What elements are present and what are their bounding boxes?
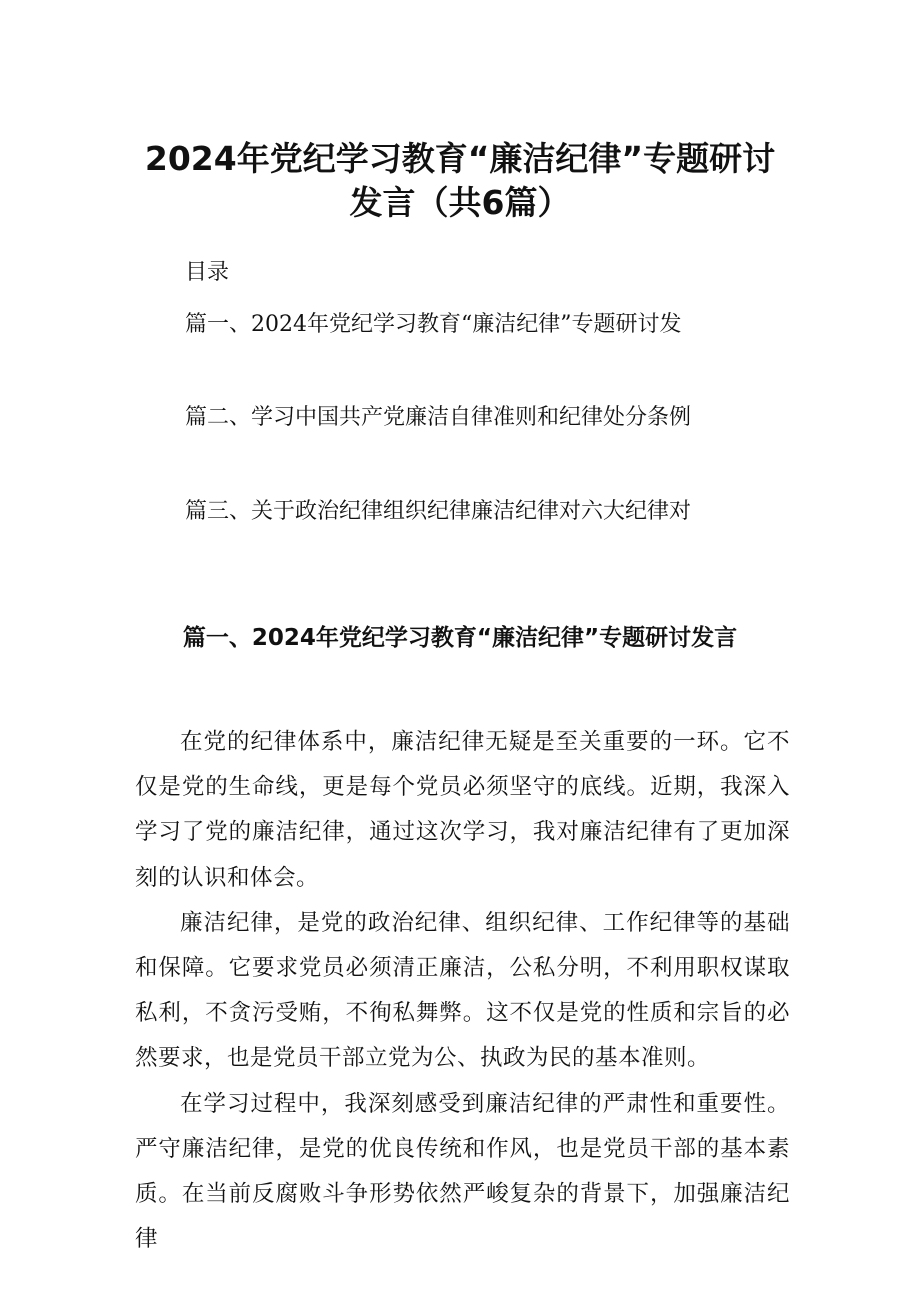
paragraph-2: 廉洁纪律，是党的政治纪律、组织纪律、工作纪律等的基础和保障。它要求党员必须清正廉洁，公私分明，不利用职权谋取私利，不贪污受贿，不徇私舞弊。这不仅是党的性质和宗旨的必然要求，也是党员干部立党为公、执政为民的基本准则。: [135, 909, 790, 1072]
document-title-line-1: 2024年党纪学习教育“廉洁纪律”专题研讨: [144, 139, 776, 178]
body-text: [135, 720, 790, 1262]
toc-item-3: 篇三、关于政治纪律组织纪律廉洁纪律对六大纪律对: [185, 499, 692, 524]
section-heading-1: 篇一、2024年党纪学习教育“廉洁纪律”专题研讨发言: [182, 625, 738, 651]
paragraph-1: 在党的纪律体系中，廉洁纪律无疑是至关重要的一环。它不仅是党的生命线，更是每个党员必须坚守的底线。近期，我深入学习了党的廉洁纪律，通过这次学习，我对廉洁纪律有了更加深刻的认识和体会。: [135, 729, 790, 891]
document-title-line-2: 发言（共6篇）: [349, 183, 571, 222]
toc-heading: 目录: [185, 260, 230, 285]
toc-item-2: 篇二、学习中国共产党廉洁自律准则和纪律处分条例: [185, 405, 692, 430]
toc-item-1: 篇一、2024年党纪学习教育“廉洁纪律”专题研讨发: [185, 312, 682, 337]
paragraph-3: 在学习过程中，我深刻感受到廉洁纪律的严肃性和重要性。严守廉洁纪律，是党的优良传统和作风，也是党员干部的基本素质。在当前反腐败斗争形势依然严峻复杂的背景下，加强廉洁纪律: [135, 1090, 790, 1253]
